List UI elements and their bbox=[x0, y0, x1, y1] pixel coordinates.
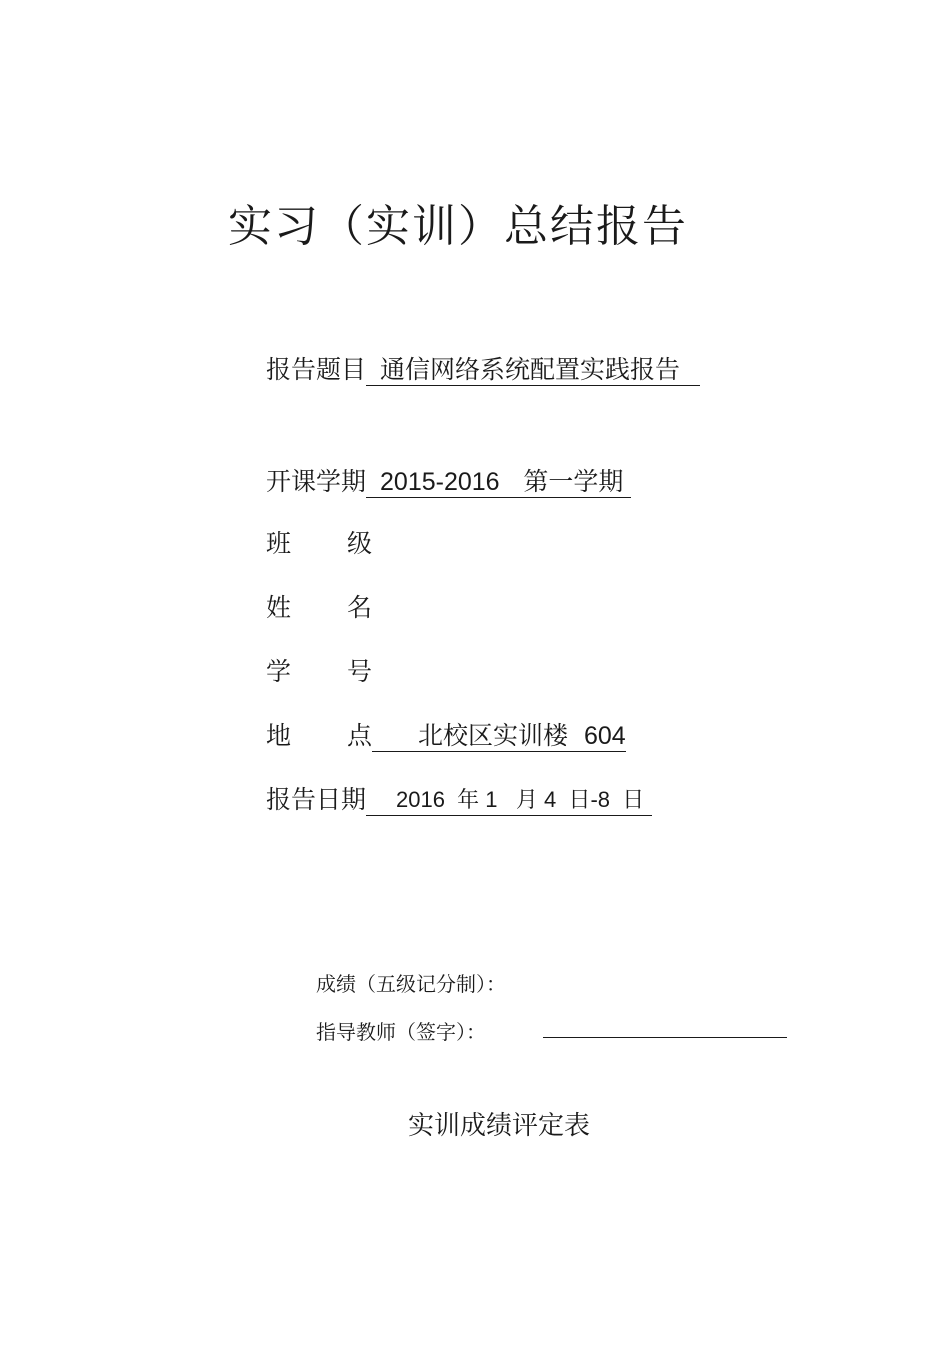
location-value-text: 北校区实训楼 bbox=[418, 721, 569, 750]
date-row bbox=[266, 780, 652, 816]
topic-label: 报告题目 bbox=[266, 355, 367, 384]
location-label-b: 点 bbox=[347, 721, 373, 750]
student-id-label-a: 学 bbox=[266, 657, 292, 686]
class-label-a: 班 bbox=[266, 529, 292, 558]
name-row bbox=[266, 588, 372, 624]
topic-row bbox=[266, 350, 700, 386]
term-value bbox=[366, 467, 631, 498]
location-row bbox=[266, 716, 626, 752]
topic-value: 通信网络系统配置实践报告 bbox=[366, 355, 700, 386]
date-value: 2016 年 1 月 4 日-8 日 bbox=[366, 785, 652, 816]
report-title: 实习（实训）总结报告 bbox=[228, 201, 688, 252]
evaluation-table-title: 实训成绩评定表 bbox=[408, 1111, 591, 1141]
student-id-row bbox=[266, 652, 372, 688]
location-value-num: 604 bbox=[583, 722, 626, 750]
term-semester: 第一学期 bbox=[523, 467, 624, 496]
class-row bbox=[266, 524, 372, 560]
term-year: 2015-2016 bbox=[380, 468, 500, 496]
teacher-signature-label: 指导教师（签字）： bbox=[316, 1020, 486, 1044]
location-label-a: 地 bbox=[266, 721, 292, 750]
name-label-a: 姓 bbox=[266, 593, 292, 622]
grade-label: 成绩（五级记分制）： bbox=[316, 972, 506, 996]
name-label-b: 名 bbox=[347, 593, 373, 622]
signature-line bbox=[543, 1037, 787, 1038]
term-label: 开课学期 bbox=[266, 467, 367, 496]
location-value bbox=[372, 721, 626, 752]
student-id-label-b: 号 bbox=[347, 657, 373, 686]
class-label-b: 级 bbox=[347, 529, 373, 558]
date-label: 报告日期 bbox=[266, 785, 367, 814]
term-row bbox=[266, 462, 631, 498]
